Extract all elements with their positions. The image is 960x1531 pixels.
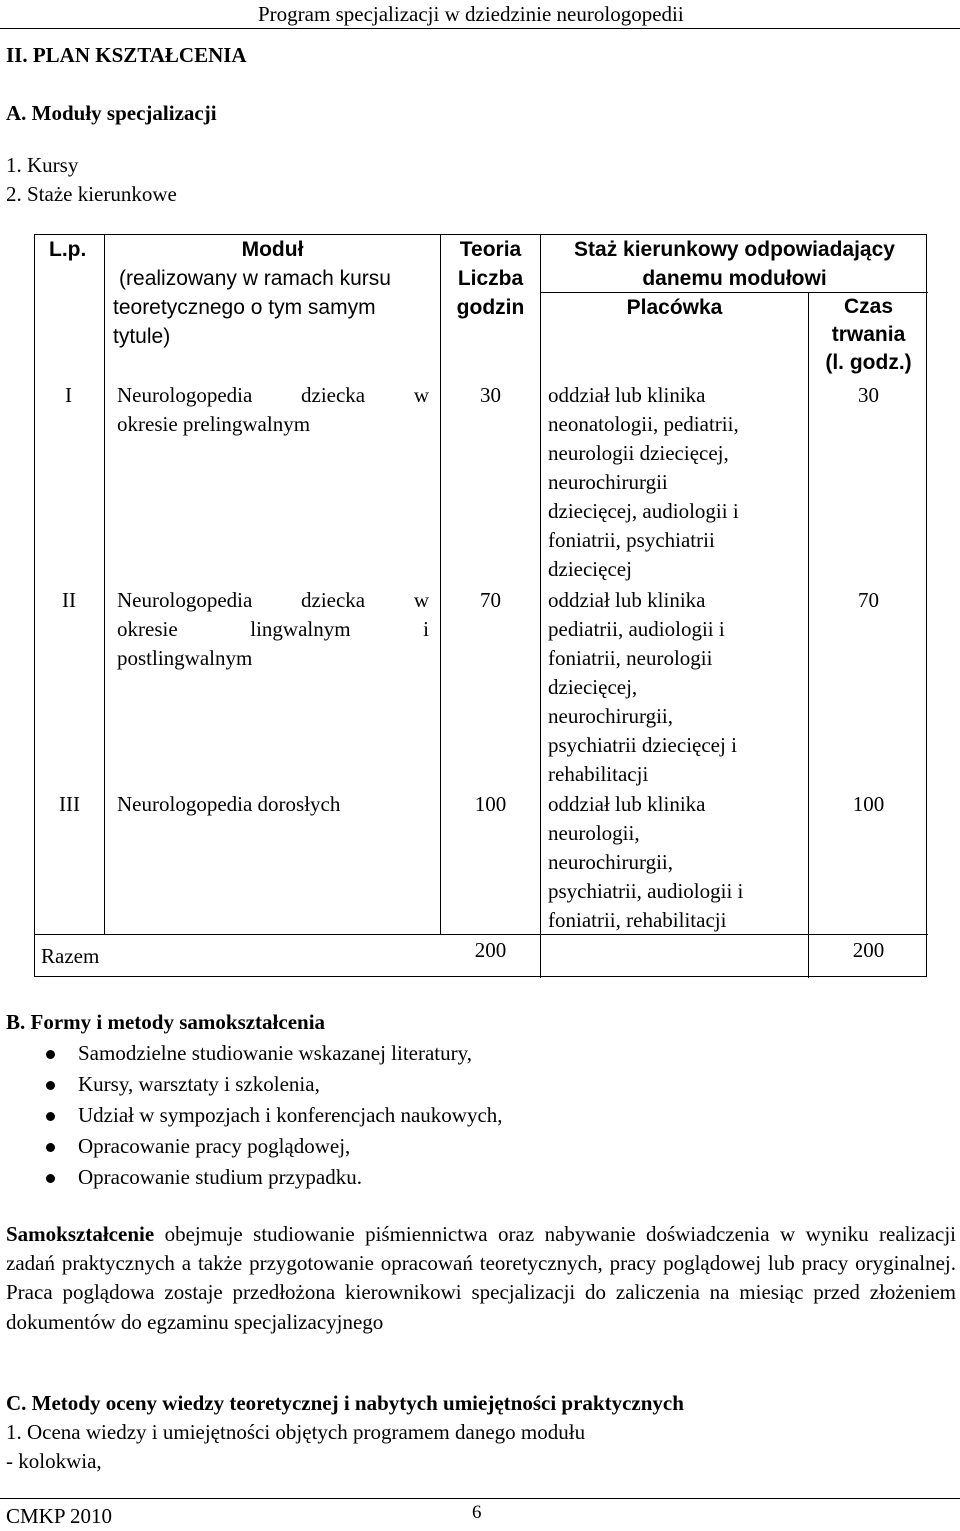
header-module-title: Moduł bbox=[241, 238, 304, 261]
header-staz-line: Staż kierunkowy odpowiadający bbox=[574, 238, 895, 261]
header-teoria-line: Teoria bbox=[459, 238, 522, 261]
total-label: Razem bbox=[41, 944, 100, 968]
row-module-line: postlingwalnym bbox=[117, 646, 253, 670]
header-czas-line: (l. godz.) bbox=[825, 351, 912, 374]
header-module-sub bbox=[105, 264, 405, 293]
row-module-line: Neurologopedia dorosłych bbox=[117, 792, 341, 816]
header-module bbox=[105, 235, 440, 264]
total-hours: 200 bbox=[474, 938, 507, 962]
header-placowka: Placówka bbox=[626, 296, 723, 319]
row-module bbox=[117, 790, 429, 819]
row-placowka: oddział lub klinika neurologii, neurochirurgii, psychiatrii, audiologii i foniatrii, rehabilitacji bbox=[548, 792, 744, 932]
list-item: Samodzielne studiowanie wskazanej literatury, bbox=[6, 1039, 906, 1070]
section-c-line: 1. Ocena wiedzy i umiejętności objętych programem danego modułu bbox=[6, 1420, 586, 1444]
list-item: 1. Kursy bbox=[6, 153, 79, 177]
row-placowka: oddział lub klinika pediatrii, audiologii i foniatrii, neurologii dziecięcej, neurochirurgii, psychiatrii dziecięcej i rehabilitacji bbox=[548, 588, 737, 786]
bullet-list bbox=[6, 1039, 906, 1194]
row-czas: 30 bbox=[858, 383, 879, 407]
header-staz bbox=[541, 235, 928, 293]
running-header: Program specjalizacji w dziedzinie neurologopedii bbox=[258, 2, 684, 26]
row-module bbox=[117, 586, 429, 673]
list-item: Opracowanie pracy poglądowej, bbox=[6, 1132, 906, 1163]
header-czas-line: Czas bbox=[843, 295, 894, 318]
list-item: Opracowanie studium przypadku. bbox=[6, 1163, 906, 1194]
paragraph-text: obejmuje studiowanie piśmiennictwa oraz nabywanie doświadczenia w wyniku realizacji zadań praktycznych a także przygotowanie opracowań teoretycznych, pracy poglądowej lub pracy oryginalnej. Praca poglądowa zostaje przedłożona kierownikowi specjalizacji do zaliczenia na miesiąc przed złożeniem dokumentów do egzaminu specjalizacyjnego bbox=[6, 1222, 956, 1334]
row-lp: I bbox=[65, 383, 72, 407]
header-rule bbox=[0, 28, 960, 29]
section-c-line: - kolokwia, bbox=[6, 1449, 102, 1473]
header-czas bbox=[809, 293, 928, 377]
section-c-title: C. Metody oceny wiedzy teoretycznej i nabytych umiejętności praktycznych bbox=[6, 1391, 684, 1415]
modules-table bbox=[34, 234, 927, 977]
row-czas: 100 bbox=[852, 792, 885, 816]
total-czas: 200 bbox=[852, 938, 885, 962]
header-staz-line: danemu modułowi bbox=[642, 267, 827, 290]
list-item: Udział w sympozjach i konferencjach naukowych, bbox=[6, 1101, 906, 1132]
row-module-line: okresie prelingwalnym bbox=[117, 412, 311, 436]
header-module-sub-line: (realizowany w ramach kursu bbox=[119, 267, 391, 290]
row-module-line: Neurologopedia dziecka w bbox=[117, 383, 429, 407]
list-item: Kursy, warsztaty i szkolenia, bbox=[6, 1070, 906, 1101]
row-lp: II bbox=[62, 588, 76, 612]
row-hours: 30 bbox=[480, 383, 501, 407]
row-czas: 70 bbox=[858, 588, 879, 612]
header-teoria bbox=[441, 235, 540, 322]
row-module bbox=[117, 381, 429, 439]
header-czas-line: trwania bbox=[831, 323, 906, 346]
list-item: 2. Staże kierunkowe bbox=[6, 182, 177, 206]
section-b-title: B. Formy i metody samokształcenia bbox=[6, 1010, 326, 1034]
col-divider bbox=[540, 235, 541, 978]
row-lp: III bbox=[59, 792, 80, 816]
self-study-paragraph bbox=[6, 1220, 956, 1337]
row-module-line: Neurologopedia dziecka w bbox=[117, 588, 429, 612]
page-number: 6 bbox=[472, 1502, 482, 1523]
row-hours: 70 bbox=[480, 588, 501, 612]
header-module-sub-line: teoretycznego o tym samym bbox=[113, 296, 376, 319]
header-teoria-line: godzin bbox=[456, 296, 525, 319]
row-hours: 100 bbox=[474, 792, 507, 816]
section-a-title: A. Moduły specjalizacji bbox=[6, 101, 217, 125]
header-lp: L.p. bbox=[49, 238, 87, 261]
col-divider bbox=[104, 235, 105, 934]
header-module-sub-line: tytule) bbox=[113, 325, 171, 348]
col-divider bbox=[440, 235, 441, 934]
row-placowka: oddział lub klinika neonatologii, pediatrii, neurologii dziecięcej, neurochirurgii dziecięcej, audiologii i foniatrii, psychiatrii dziecięcej bbox=[548, 383, 739, 581]
section-ii-title: II. PLAN KSZTAŁCENIA bbox=[6, 43, 247, 67]
paragraph-lead: Samokształcenie bbox=[6, 1222, 155, 1246]
row-module-line: okresie lingwalnym i bbox=[117, 617, 429, 641]
header-teoria-line: Liczba bbox=[457, 267, 524, 290]
footer-label: CMKP 2010 bbox=[6, 1504, 112, 1528]
header-module-sub bbox=[113, 293, 376, 351]
